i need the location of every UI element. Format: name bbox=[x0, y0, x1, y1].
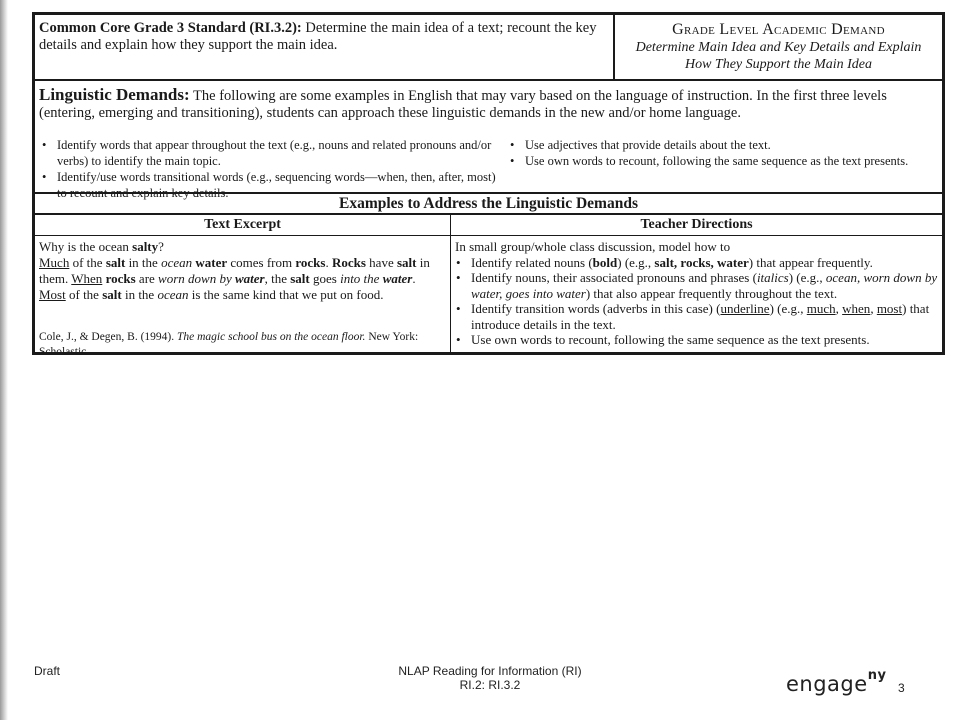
logo-text: engage bbox=[786, 672, 868, 696]
direction-underline: underline bbox=[720, 301, 770, 316]
column-header-text-excerpt: Text Excerpt bbox=[204, 217, 281, 232]
direction-text: ) that also appear frequently throughout the text. bbox=[585, 285, 838, 301]
excerpt-text: have bbox=[365, 255, 397, 270]
footer-course-title: NLAP Reading for Information (RI) bbox=[398, 664, 582, 678]
linguistic-bullets-right bbox=[507, 137, 947, 169]
direction-text: ) (e.g., bbox=[788, 270, 826, 285]
excerpt-bold: salt bbox=[102, 287, 122, 302]
logo-superscript: ny bbox=[867, 668, 887, 683]
direction-item bbox=[455, 301, 941, 332]
excerpt-text: are bbox=[135, 271, 159, 286]
direction-text: Identify related nouns ( bbox=[471, 254, 593, 270]
excerpt-bold: rocks bbox=[295, 255, 326, 270]
direction-item: • Use own words to recount, following the same sequence as the text presents. bbox=[455, 332, 941, 348]
excerpt-body-last bbox=[39, 287, 447, 303]
excerpt-text: . bbox=[325, 255, 332, 270]
excerpt-text: , the bbox=[264, 271, 291, 286]
excerpt-bold: salt bbox=[396, 255, 417, 270]
excerpt-underline: Much bbox=[39, 255, 70, 270]
direction-underline: when bbox=[842, 301, 871, 316]
excerpt-body bbox=[39, 255, 447, 287]
teacher-directions-cell bbox=[455, 239, 941, 348]
excerpt-bold: water bbox=[195, 255, 228, 270]
excerpt-text: of the bbox=[69, 255, 106, 270]
linguistic-bullet: • Use own words to recount, following the same sequence as the text presents. bbox=[507, 153, 947, 169]
direction-italic: ocean, worn down by water, goes into water bbox=[471, 270, 938, 301]
footer-standard-code: RI.2: RI.3.2 bbox=[459, 678, 521, 692]
excerpt-text: in the bbox=[125, 255, 162, 270]
excerpt-italic: ocean bbox=[157, 287, 189, 302]
excerpt-underline: Most bbox=[39, 287, 66, 302]
citation-publisher: New York: Scholastic. bbox=[39, 331, 419, 358]
excerpt-question bbox=[39, 239, 447, 255]
excerpt-bold: salt bbox=[290, 271, 310, 286]
excerpt-underline: When bbox=[71, 271, 103, 286]
academic-demand-cell bbox=[615, 15, 942, 79]
excerpt-bold: salt bbox=[105, 255, 126, 270]
standard-label: Common Core Grade 3 Standard (RI.3.2): bbox=[39, 20, 302, 36]
linguistic-bullet: • Identify/use words transitional words (e.g., sequencing words—when, then, after, most) to recount and explain key details. bbox=[39, 169, 503, 201]
direction-text: ) (e.g., bbox=[617, 254, 655, 270]
linguistic-demands-text: The following are some examples in English that may vary based on the language of instruction. In the first three levels (entering, emerging and transitioning), students can approach these linguistic demands in the new and/or home language. bbox=[39, 88, 887, 121]
excerpt-text: goes bbox=[309, 271, 341, 286]
excerpt-bold-italic: water bbox=[382, 271, 413, 286]
excerpt-italic: into the bbox=[340, 271, 383, 286]
direction-text: , bbox=[870, 301, 877, 316]
direction-item bbox=[455, 255, 941, 271]
linguistic-demands-label: Linguistic Demands: bbox=[39, 85, 190, 104]
excerpt-text: in them. bbox=[39, 255, 430, 286]
direction-text: Identify transition words (adverbs in this case) ( bbox=[471, 301, 721, 316]
excerpt-text: is the same kind that we put on food. bbox=[188, 287, 384, 302]
academic-demand-title: Grade Level Academic Demand bbox=[672, 21, 885, 38]
excerpt-bold-italic: water bbox=[234, 271, 265, 286]
linguistic-demands-intro bbox=[39, 86, 938, 122]
page-edge-shadow bbox=[0, 0, 8, 720]
excerpt-text: Why is the ocean bbox=[39, 239, 129, 254]
linguistic-bullet: • Identify words that appear throughout the text (e.g., nouns and related pronouns and/or verbs) to identify the main topic. bbox=[39, 137, 503, 169]
standard-cell bbox=[35, 15, 615, 79]
column-divider bbox=[450, 215, 451, 352]
excerpt-text: . bbox=[412, 271, 416, 286]
standard-table bbox=[32, 12, 945, 358]
direction-underline: most bbox=[876, 301, 903, 316]
excerpt-italic: worn down by bbox=[158, 271, 235, 286]
footer-draft-label: Draft bbox=[34, 664, 61, 678]
academic-demand-line2: How They Support the Main Idea bbox=[684, 57, 873, 72]
excerpt-citation bbox=[39, 330, 447, 360]
direction-bold: bold bbox=[592, 254, 618, 270]
citation-title: The magic school bus on the ocean floor. bbox=[176, 331, 366, 343]
linguistic-bullet: • Use adjectives that provide details about the text. bbox=[507, 137, 947, 153]
direction-underline: much bbox=[806, 301, 836, 316]
directions-intro: In small group/whole class discussion, model how to bbox=[455, 239, 731, 254]
linguistic-demands-section bbox=[35, 81, 942, 200]
examples-title: Examples to Address the Linguistic Demands bbox=[35, 192, 942, 215]
excerpt-italic: ocean bbox=[161, 255, 193, 270]
table-header-row bbox=[35, 215, 942, 236]
standard-text: Determine the main idea of a text; recount the key details and explain how they support the main idea. bbox=[39, 20, 597, 53]
excerpt-bold: Rocks bbox=[331, 255, 366, 270]
direction-item bbox=[455, 270, 941, 301]
excerpt-text: of the bbox=[65, 287, 103, 302]
academic-demand-line1: Determine Main Idea and Key Details and Explain bbox=[635, 40, 922, 55]
excerpt-bold: rocks bbox=[105, 271, 136, 286]
page-number: 3 bbox=[898, 681, 905, 695]
excerpt-text: in the bbox=[121, 287, 158, 302]
direction-text: ) that appear frequently. bbox=[748, 254, 873, 270]
excerpt-bold: salty bbox=[132, 239, 159, 254]
excerpt-text: comes from bbox=[227, 255, 296, 270]
excerpt-text: ? bbox=[158, 239, 164, 254]
standard-header-row bbox=[35, 15, 942, 81]
footer-center bbox=[380, 664, 600, 692]
direction-text: , bbox=[835, 301, 843, 316]
column-header-teacher-directions: Teacher Directions bbox=[640, 217, 753, 232]
text-excerpt-cell bbox=[39, 239, 447, 358]
direction-text: ) (e.g., bbox=[769, 301, 807, 316]
direction-italic: italics bbox=[756, 270, 789, 285]
engageny-logo bbox=[786, 668, 887, 696]
direction-text: Identify nouns, their associated pronouns and phrases ( bbox=[471, 270, 757, 285]
direction-bold: salt, rocks, water bbox=[654, 254, 749, 270]
citation-authors: Cole, J., & Degen, B. (1994). bbox=[39, 331, 177, 343]
direction-text: ) that introduce details in the text. bbox=[471, 301, 930, 332]
